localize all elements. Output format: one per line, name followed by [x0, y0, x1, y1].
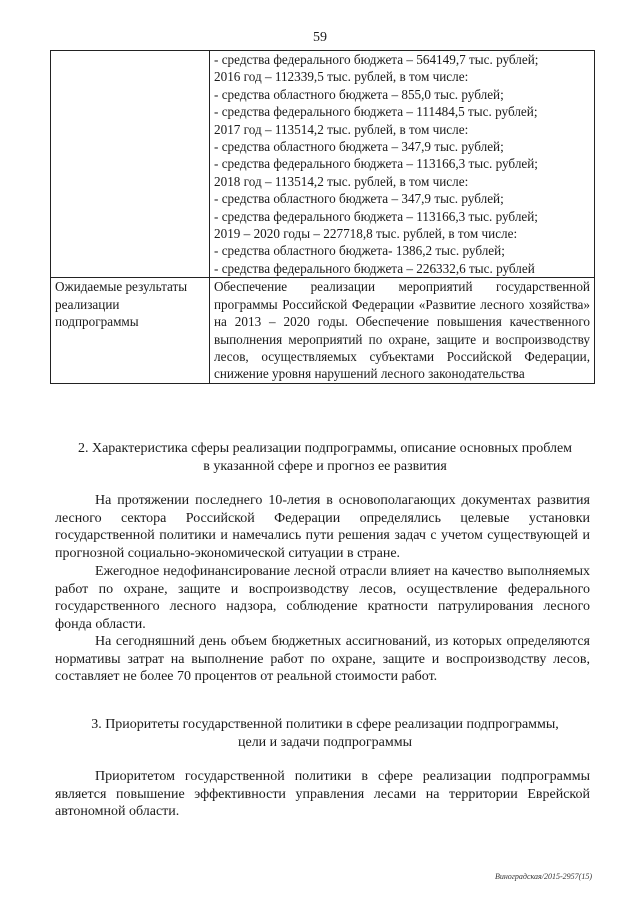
section-2-paragraph: На сегодняшний день объем бюджетных ассигнований, из которых определяются нормативы затрат на выполнение работ по охране, защите и воспроизводству лесов, составляет не более 70 процентов от реальной стоимости работ. — [55, 634, 590, 685]
expected-results-row — [51, 278, 595, 383]
financing-line: - средства федерального бюджета – 564149,7 тыс. рублей; — [214, 52, 539, 67]
financing-line: 2019 – 2020 годы – 227718,8 тыс. рублей, в том числе: — [214, 226, 518, 242]
section-3-heading-line: цели и задачи подпрограммы — [237, 735, 412, 750]
financing-label-cell — [51, 51, 210, 278]
financing-line: - средства федерального бюджета – 113166,3 тыс. рублей; — [214, 156, 538, 172]
financing-line: 2016 год – 112339,5 тыс. рублей, в том числе: — [214, 69, 469, 85]
financing-line: - средства областного бюджета – 347,9 тыс. рублей; — [214, 191, 504, 207]
section-2-paragraph: На протяжении последнего 10-летия в основополагающих документах развития лесного сектора Российской Федерации определялись целевые установки государственной политики и намечались пути решения задач с учетом существующей и прогнозной социально-экономической ситуации в стране. — [55, 493, 590, 561]
financing-line: - средства федерального бюджета – 113166,3 тыс. рублей; — [214, 208, 538, 224]
financing-line: 2017 год – 113514,2 тыс. рублей, в том числе: — [214, 121, 469, 137]
section-3-paragraph: Приоритетом государственной политики в сфере реализации подпрограммы является повышение эффективности управления лесами на территории Еврейской автономной области. — [55, 769, 590, 820]
document-footer-code: Виноградская/2015-2957(15) — [494, 872, 592, 881]
section-3-heading-line: 3. Приоритеты государственной политики в сфере реализации подпрограммы, — [91, 717, 559, 732]
financing-line: - средства федерального бюджета – 226332,6 тыс. рублей — [214, 260, 535, 276]
section-3-heading — [55, 716, 595, 752]
section-2-heading — [55, 440, 595, 476]
financing-line: - средства областного бюджета – 347,9 тыс. рублей; — [214, 139, 504, 155]
financing-line: 2018 год – 113514,2 тыс. рублей, в том числе: — [214, 173, 469, 189]
financing-row — [51, 51, 595, 278]
expected-results-label: Ожидаемые результаты реализации подпрограммы — [51, 278, 210, 383]
subprogram-passport-table — [50, 50, 595, 384]
financing-line: - средства областного бюджета- 1386,2 тыс. рублей; — [214, 243, 505, 259]
financing-line: - средства федерального бюджета – 111484,5 тыс. рублей; — [214, 104, 538, 120]
financing-values-cell — [210, 51, 595, 278]
section-2-heading-line: в указанной сфере и прогноз ее развития — [203, 459, 447, 474]
page-number: 59 — [313, 30, 327, 45]
section-2-paragraph: Ежегодное недофинансирование лесной отрасли влияет на качество выполняемых работ по охране, защите и воспроизводству лесов, осуществление федерального государственного лесного надзора, соблюдение кратности патрулирования лесного фонда области. — [55, 564, 590, 632]
section-2-heading-line: 2. Характеристика сферы реализации подпрограммы, описание основных проблем — [77, 441, 573, 456]
expected-results-text: Обеспечение реализации мероприятий государственной программы Российской Федерации «Развитие лесного хозяйства» на 2013 – 2020 годы. Обеспечение повышения качественного выполнения мероприятий по охране, защите и воспроизводству лесов, осуществляемых субъектами Российской Федерации, снижение уровня нарушений лесного законодательства — [210, 278, 595, 383]
financing-line: - средства областного бюджета – 855,0 тыс. рублей; — [214, 86, 504, 102]
